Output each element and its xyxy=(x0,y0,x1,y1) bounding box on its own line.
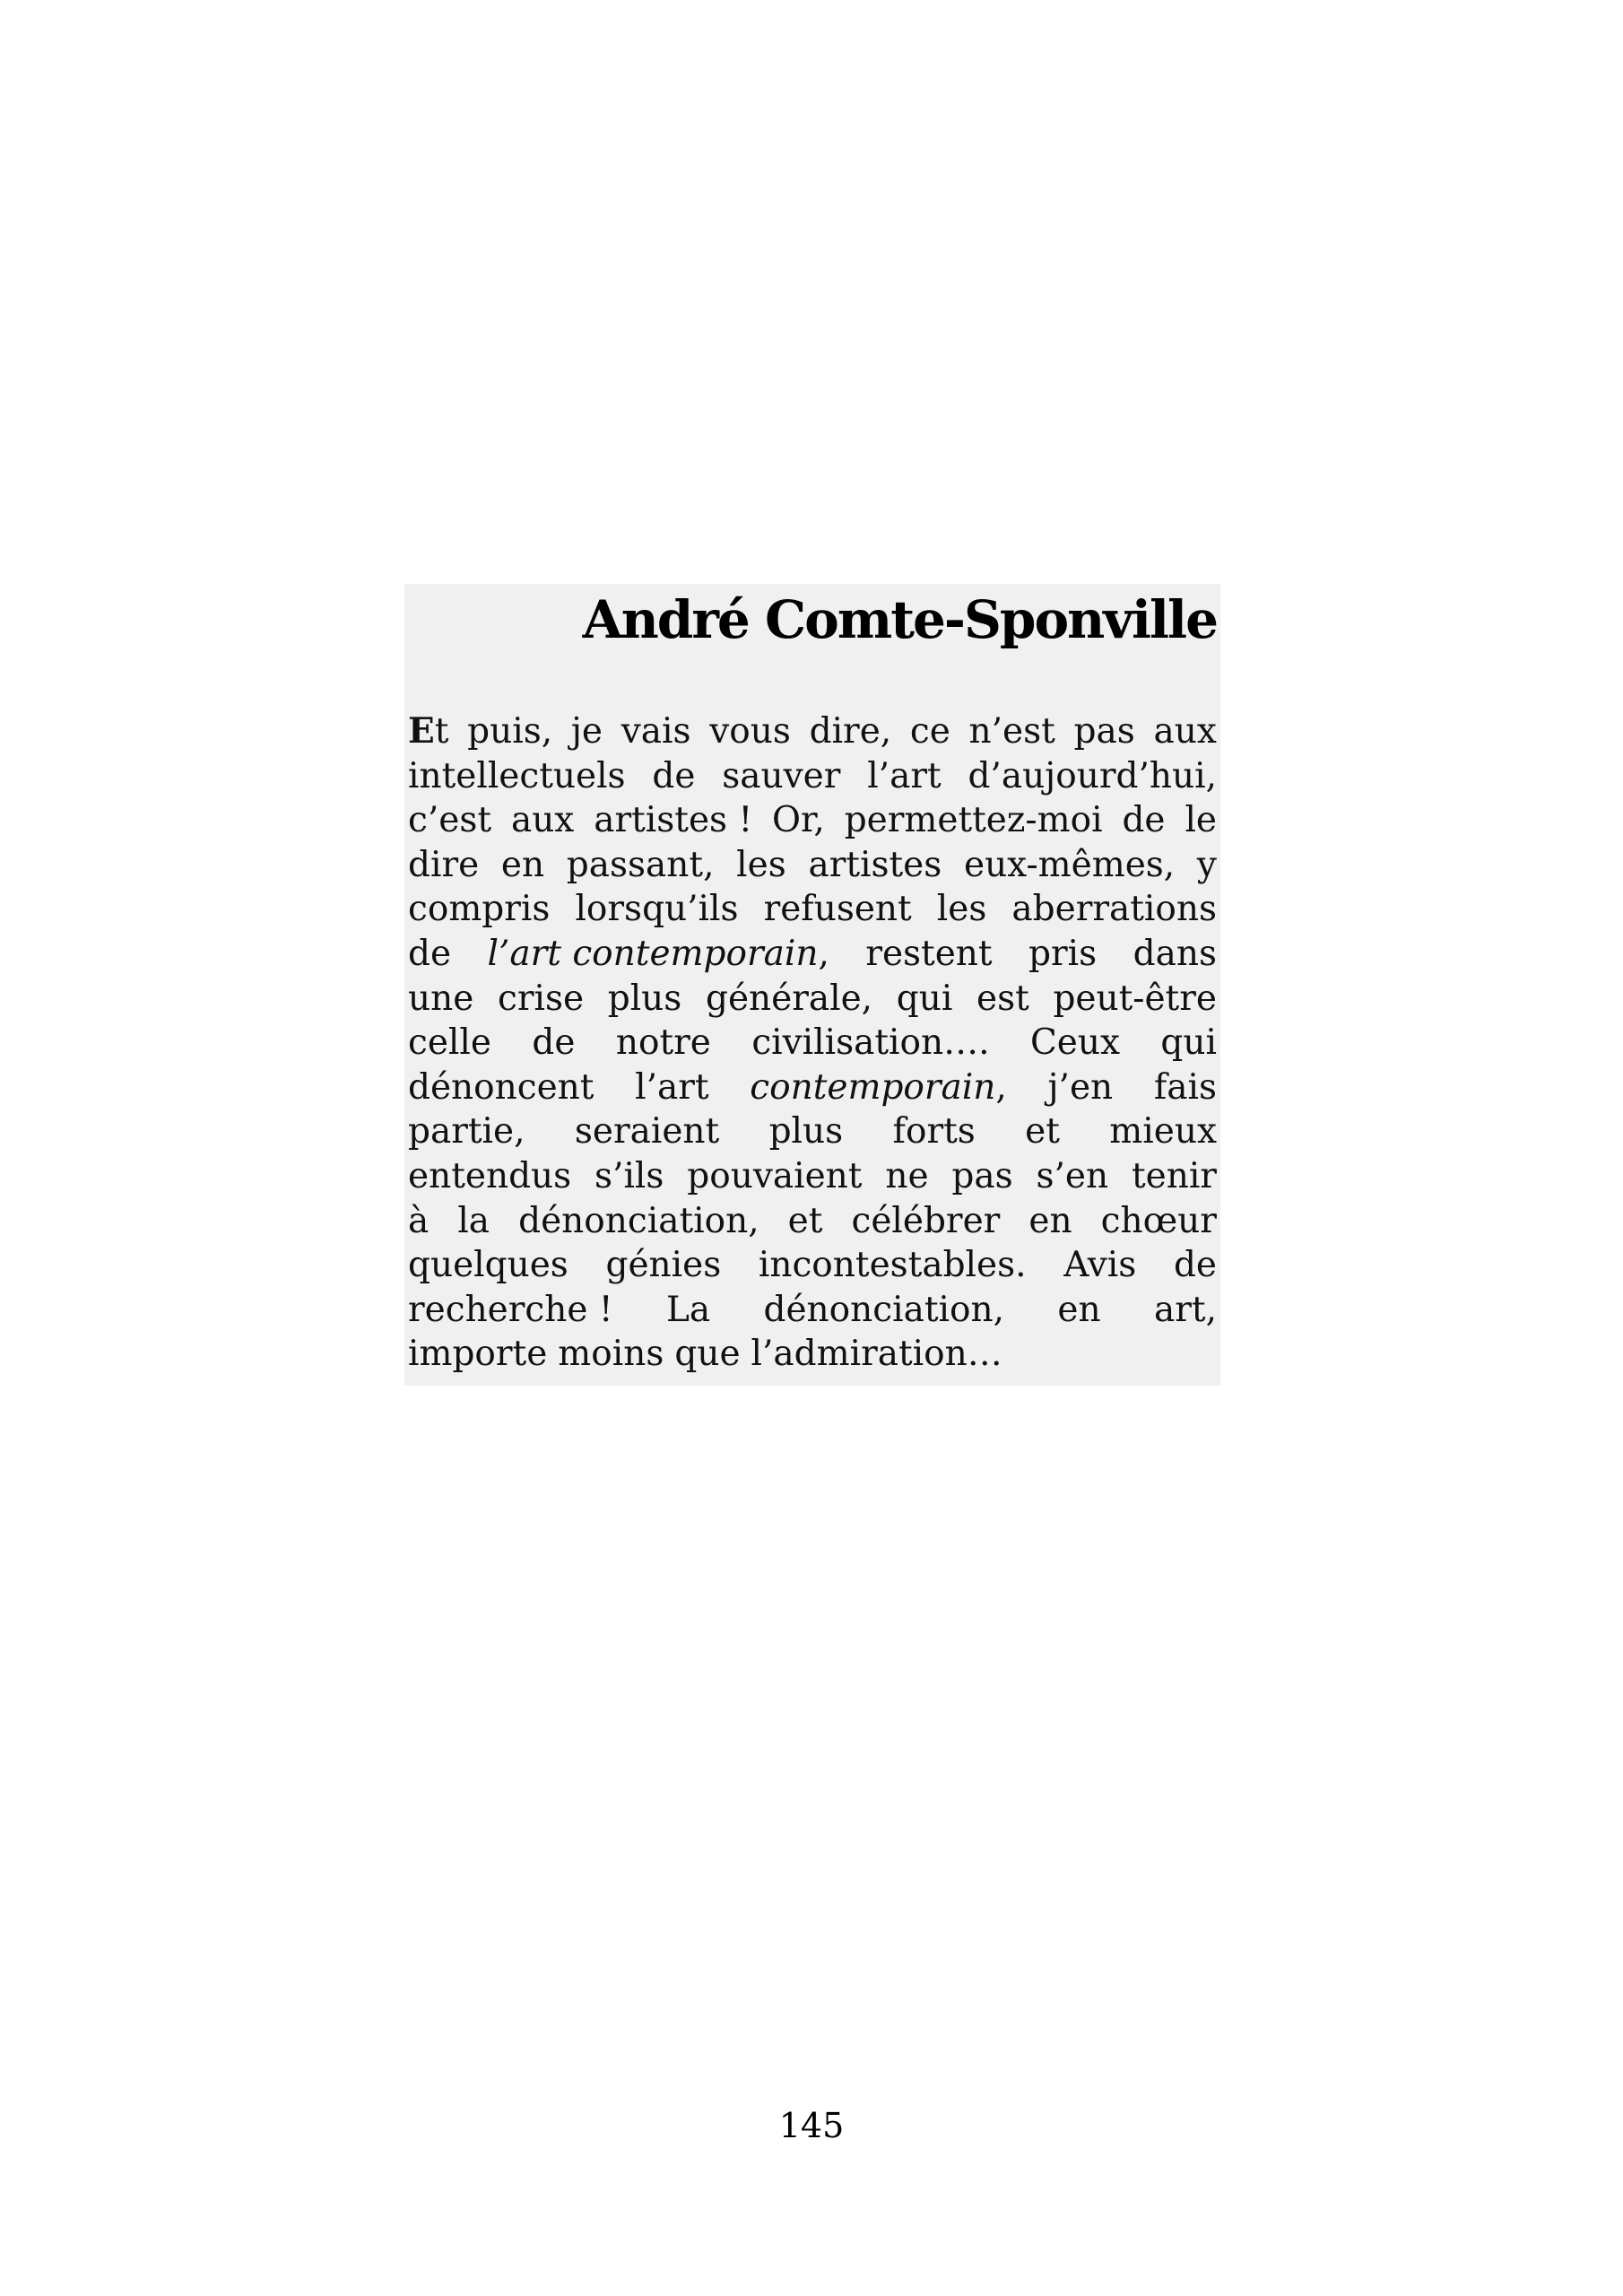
word: celle xyxy=(408,1022,491,1064)
word: artistes xyxy=(808,844,942,885)
author-name: André Comte-Sponville xyxy=(582,589,1217,650)
word: compris xyxy=(408,889,551,930)
word: dénoncent xyxy=(408,1066,595,1108)
word: ce xyxy=(909,711,950,752)
word: recherche ! xyxy=(408,1289,613,1330)
text-line xyxy=(408,754,1217,799)
quote-box xyxy=(404,584,1220,1386)
word: Et xyxy=(408,710,449,752)
word: La xyxy=(665,1289,711,1330)
word: l’art xyxy=(867,755,942,796)
word: notre xyxy=(615,1022,711,1064)
text-line xyxy=(408,1021,1217,1065)
quote-paragraph xyxy=(408,709,1217,1377)
word: contemporain, xyxy=(750,1066,1007,1108)
word: mieux xyxy=(1109,1111,1217,1152)
word: ne xyxy=(885,1155,929,1196)
word: est xyxy=(976,978,1029,1019)
word: je xyxy=(570,711,603,752)
word: pouvaient xyxy=(687,1155,863,1196)
word: en xyxy=(1057,1289,1101,1330)
word: à xyxy=(408,1200,430,1241)
word: de xyxy=(1173,1245,1217,1286)
word: sauver xyxy=(722,755,841,796)
text-line xyxy=(408,1154,1217,1199)
word: aberrations xyxy=(1011,889,1217,930)
word: refusent xyxy=(763,889,912,930)
text-line xyxy=(408,798,1217,843)
word: plus xyxy=(607,978,682,1019)
word: l’art xyxy=(635,1066,709,1108)
word: générale, xyxy=(705,978,873,1019)
page-number: 145 xyxy=(778,2106,845,2145)
word: dénonciation, xyxy=(763,1289,1004,1330)
word: Or, xyxy=(772,800,825,841)
word: génies xyxy=(605,1245,722,1286)
word: aux xyxy=(510,800,575,841)
word: pris xyxy=(1028,933,1098,974)
word: quelques xyxy=(408,1245,568,1286)
word: partie, xyxy=(408,1111,525,1152)
word: art, xyxy=(1154,1289,1217,1330)
initial-letter: E xyxy=(408,710,435,752)
word: artistes ! xyxy=(594,800,753,841)
word: puis, xyxy=(467,711,553,752)
word: une xyxy=(408,978,474,1019)
word: d’aujourd’hui, xyxy=(968,755,1217,796)
word: crise xyxy=(498,978,585,1019)
word: passant, xyxy=(566,844,715,885)
text-line xyxy=(408,1199,1217,1244)
word: dire, xyxy=(809,711,892,752)
word: incontestables. xyxy=(758,1245,1027,1286)
text-line xyxy=(408,977,1217,1022)
word: c’est xyxy=(408,800,492,841)
text-line xyxy=(408,843,1217,888)
text-line xyxy=(408,1109,1217,1154)
word: en xyxy=(500,844,545,885)
word: l’admiration… xyxy=(751,1334,1002,1375)
word: pas xyxy=(1073,711,1135,752)
word: de xyxy=(1122,800,1166,841)
word: importe xyxy=(408,1334,548,1375)
word: de xyxy=(408,933,452,974)
word: et xyxy=(787,1200,823,1241)
word xyxy=(1047,1065,1113,1110)
word: vais xyxy=(621,711,691,752)
word: célébrer xyxy=(851,1200,1001,1241)
word: pas xyxy=(951,1155,1013,1196)
word: tenir xyxy=(1131,1155,1217,1196)
word: moins xyxy=(558,1334,664,1375)
word: s’en xyxy=(1036,1155,1109,1196)
word: le xyxy=(1185,800,1217,841)
word: dire xyxy=(408,844,480,885)
word: n’est xyxy=(968,711,1055,752)
word: y xyxy=(1196,844,1217,885)
word: qui xyxy=(896,978,953,1019)
text-line xyxy=(408,1288,1217,1333)
text-line xyxy=(408,709,1217,754)
word: les xyxy=(736,844,786,885)
word: chœur xyxy=(1100,1200,1217,1241)
word: Avis xyxy=(1063,1245,1137,1286)
text-line xyxy=(408,887,1217,932)
word: plus xyxy=(768,1111,844,1152)
text-line xyxy=(408,1243,1217,1288)
word: qui xyxy=(1160,1022,1217,1064)
word: vous xyxy=(709,711,791,752)
word: que xyxy=(674,1334,741,1375)
word: aux xyxy=(1153,711,1217,752)
word: entendus xyxy=(408,1155,572,1196)
word: en xyxy=(1028,1200,1072,1241)
word: les xyxy=(936,889,987,930)
word: seraient xyxy=(574,1111,720,1152)
word: civilisation…. xyxy=(751,1022,990,1064)
word: peut-être xyxy=(1053,978,1217,1019)
word: s’ils xyxy=(595,1155,664,1196)
word: lorsqu’ils xyxy=(575,889,739,930)
word: permettez-moi xyxy=(844,800,1103,841)
text-line xyxy=(408,1065,1217,1110)
word: et xyxy=(1025,1111,1060,1152)
word-part: , xyxy=(995,1066,1007,1108)
text-line xyxy=(408,1332,1217,1377)
word: restent xyxy=(865,933,993,974)
word: de xyxy=(532,1022,576,1064)
text-line xyxy=(408,932,1217,977)
word: la xyxy=(457,1200,490,1241)
word: fais xyxy=(1153,1066,1217,1108)
word: dans xyxy=(1133,933,1217,974)
word: de xyxy=(652,755,696,796)
word: intellectuels xyxy=(408,755,626,796)
word: Ceux xyxy=(1029,1022,1120,1064)
word: l’art contemporain, xyxy=(487,933,829,974)
word: forts xyxy=(892,1111,976,1152)
word: dénonciation, xyxy=(518,1200,759,1241)
word: eux-mêmes, xyxy=(963,844,1176,885)
word-part: j’en xyxy=(1047,1066,1114,1108)
